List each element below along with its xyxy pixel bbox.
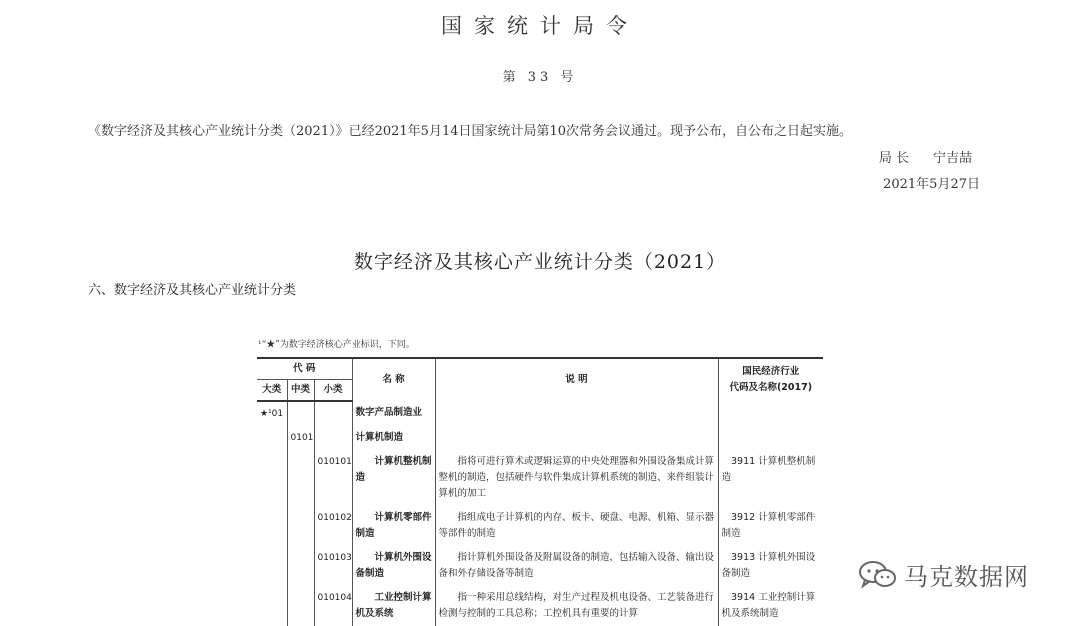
category-description: 指一种采用总线结构，对生产过程及机电设备、工艺装备进行检测与控制的工具总称；工控机具有重要的计算 (435, 586, 718, 626)
major-code: ★¹01 (257, 401, 287, 426)
category-description: 指组成电子计算机的内存、板卡、硬盘、电源、机箱、显示器等部件的制造 (435, 506, 718, 546)
classification-table (257, 357, 823, 626)
category-name: 计算机制造 (352, 426, 435, 450)
industry-code: 3912 计算机零部件制造 (721, 512, 816, 539)
header-industry-line2: 代码及名称(2017) (729, 382, 813, 393)
category-description: 指将可进行算术或逻辑运算的中央处理器和外围设备集成计算整机的制造，包括硬件与软件集成计算机系统的制造、来件组装计算机的加工 (435, 450, 718, 506)
table-row (257, 426, 823, 450)
category-name: 计算机零部件制造 (352, 506, 435, 546)
document-title: 数字经济及其核心产业统计分类（2021） (353, 251, 727, 273)
signatory-title: 局 长 (878, 151, 909, 166)
header-code: 代 码 (257, 358, 352, 380)
minor-code: 010104 (314, 586, 352, 626)
category-description (435, 426, 718, 450)
header-industry (718, 358, 823, 401)
middle-code (287, 401, 314, 426)
table-row (257, 586, 823, 626)
minor-code: 010103 (314, 546, 352, 586)
table-row (257, 546, 823, 586)
section-heading: 六、数字经济及其核心产业统计分类 (88, 283, 297, 298)
major-code (257, 450, 287, 506)
middle-code (287, 506, 314, 546)
wechat-icon (858, 560, 898, 590)
category-description (435, 401, 718, 426)
header-name: 名 称 (352, 358, 435, 401)
industry-code: 3911 计算机整机制造 (721, 456, 816, 483)
table-footnote: ¹“★”为数字经济核心产业标识，下同。 (258, 340, 415, 350)
category-description: 指计算机外围设备及附属设备的制造，包括输入设备、输出设备和外存储设备等制造 (435, 546, 718, 586)
middle-code: 0101 (287, 426, 314, 450)
header-middle: 中类 (287, 380, 314, 402)
category-name: 计算机外围设备制造 (352, 546, 435, 586)
watermark (858, 557, 1029, 592)
middle-code (287, 586, 314, 626)
middle-code (287, 450, 314, 506)
table-row (257, 450, 823, 506)
order-title: 国家统计局令 (441, 14, 639, 38)
category-name: 数字产品制造业 (352, 401, 435, 426)
major-code (257, 506, 287, 546)
signing-date: 2021年5月27日 (883, 177, 980, 192)
minor-code: 010101 (314, 450, 352, 506)
announcement-text: 《数字经济及其核心产业统计分类（2021）》已经2021年5月14日国家统计局第10次常务会议通过。现予公布，自公布之日起实施。 (88, 124, 853, 139)
major-code (257, 426, 287, 450)
category-name: 计算机整机制造 (352, 450, 435, 506)
header-major: 大类 (257, 380, 287, 402)
table-row (257, 401, 823, 426)
category-name: 工业控制计算机及系统 (352, 586, 435, 626)
header-description: 说 明 (435, 358, 718, 401)
minor-code: 010102 (314, 506, 352, 546)
industry-code: 3914 工业控制计算机及系统制造 (721, 592, 816, 619)
industry-code (718, 426, 823, 450)
signatory (879, 147, 972, 166)
major-code (257, 546, 287, 586)
order-number: 第 33 号 (502, 70, 578, 85)
middle-code (287, 546, 314, 586)
header-industry-line1: 国民经济行业 (742, 366, 800, 377)
signatory-name: 宁吉喆 (932, 151, 972, 166)
minor-code (314, 426, 352, 450)
major-code (257, 586, 287, 626)
minor-code (314, 401, 352, 426)
watermark-text: 马克数据网 (904, 563, 1029, 591)
industry-code (718, 401, 823, 426)
header-minor: 小类 (314, 380, 352, 402)
table-row (257, 506, 823, 546)
industry-code: 3913 计算机外围设备制造 (721, 552, 816, 579)
